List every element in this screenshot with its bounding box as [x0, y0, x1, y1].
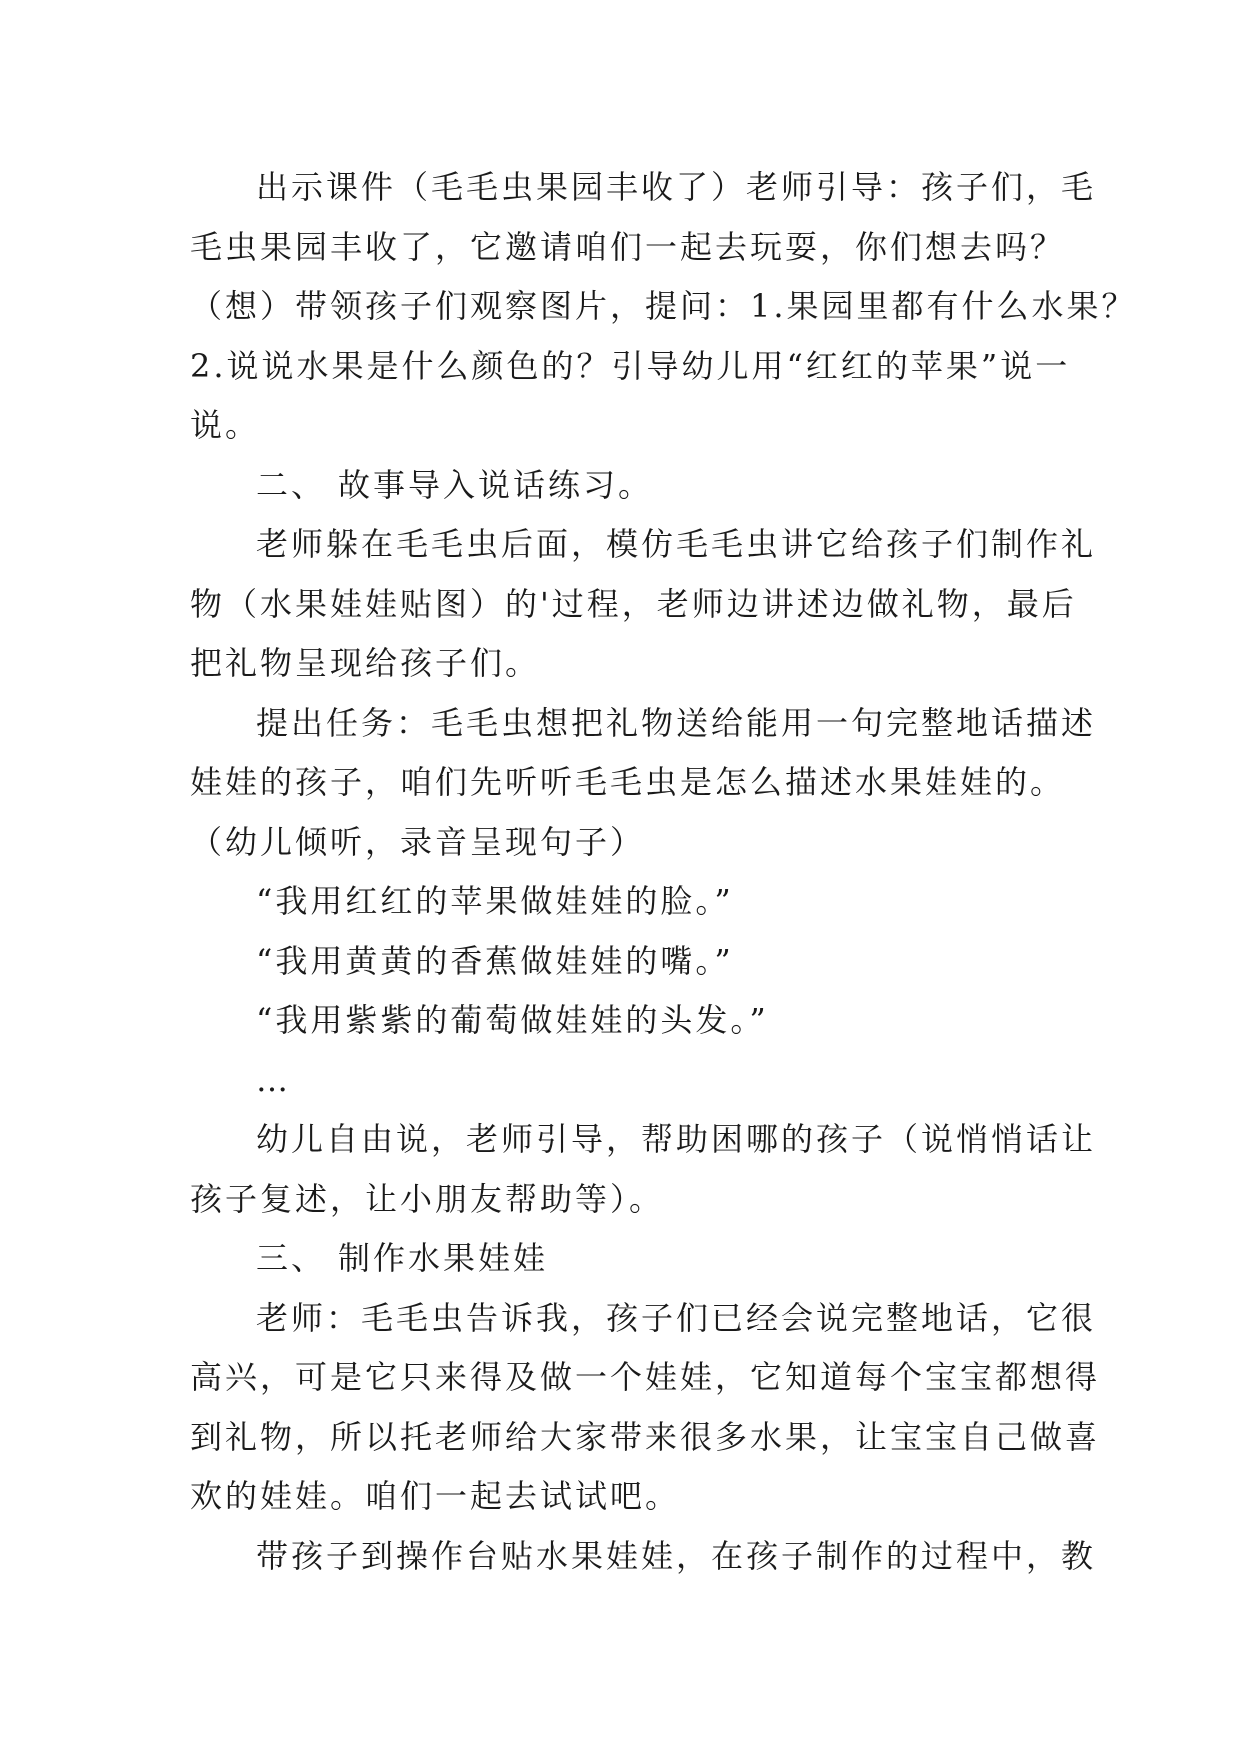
text-line: 高兴，可是它只来得及做一个娃娃，它知道每个宝宝都想得 [190, 1358, 1101, 1396]
text-line: 到礼物，所以托老师给大家带来很多水果，让宝宝自己做喜 [190, 1417, 1101, 1456]
text-line: 幼儿自由说，老师引导，帮助困哪的孩子（说悄悄话让 [256, 1120, 1097, 1158]
quote-line: “我用红红的苹果做娃娃的脸。” [256, 882, 734, 920]
quote-line: “我用紫紫的葡萄做娃娃的头发。” [256, 1001, 769, 1039]
text-line: （想）带领孩子们观察图片，提问：1.果园里都有什么水果？ [190, 287, 1137, 325]
quote-line: “我用黄黄的香蕉做娃娃的嘴。” [256, 941, 734, 980]
text-line: 物（水果娃娃贴图）的'过程，老师边讲述边做礼物，最后 [190, 584, 1077, 623]
paragraph [190, 1289, 1101, 1527]
ellipsis-line: … [256, 1060, 291, 1099]
section-number: 三、 [256, 1239, 327, 1277]
section-title: 制作水果娃娃 [338, 1239, 549, 1277]
text-line: 提出任务：毛毛虫想把礼物送给能用一句完整地话描述 [256, 703, 1097, 742]
text-line: 带孩子到操作台贴水果娃娃，在孩子制作的过程中，教 [256, 1536, 1097, 1575]
text-line: 娃娃的孩子，咱们先听听毛毛虫是怎么描述水果娃娃的。 [190, 763, 1066, 801]
text-line: 出示课件（毛毛虫果园丰收了）老师引导：孩子们，毛 [256, 168, 1097, 206]
section-title: 故事导入说话练习。 [338, 465, 654, 504]
text-line: 欢的娃娃。咱们一起去试试吧。 [190, 1477, 681, 1515]
text-line: 说。 [190, 406, 261, 444]
paragraph [190, 158, 1137, 456]
text-line: 老师：毛毛虫告诉我，孩子们已经会说完整地话，它很 [256, 1298, 1097, 1337]
text-line: 老师躲在毛毛虫后面，模仿毛毛虫讲它给孩子们制作礼 [256, 525, 1097, 563]
section-number: 二、 [256, 465, 327, 504]
paragraph [190, 515, 1097, 694]
section-heading [190, 456, 1050, 516]
paragraph [190, 694, 1097, 873]
paragraph [190, 1110, 1097, 1229]
text-line: 毛虫果园丰收了，它邀请咱们一起去玩耍，你们想去吗？ [190, 227, 1066, 266]
text-line: 孩子复述，让小朋友帮助等）。 [190, 1179, 665, 1218]
text-line: （幼儿倾听，录音呈现句子） [190, 822, 646, 861]
paragraph [190, 1527, 1097, 1587]
text-line: 2.说说水果是什么颜色的？引导幼儿用“红红的苹果”说一 [190, 346, 1071, 385]
section-heading [190, 1229, 1050, 1289]
document-body [190, 158, 1137, 1586]
text-line: 把礼物呈现给孩子们。 [190, 644, 541, 682]
